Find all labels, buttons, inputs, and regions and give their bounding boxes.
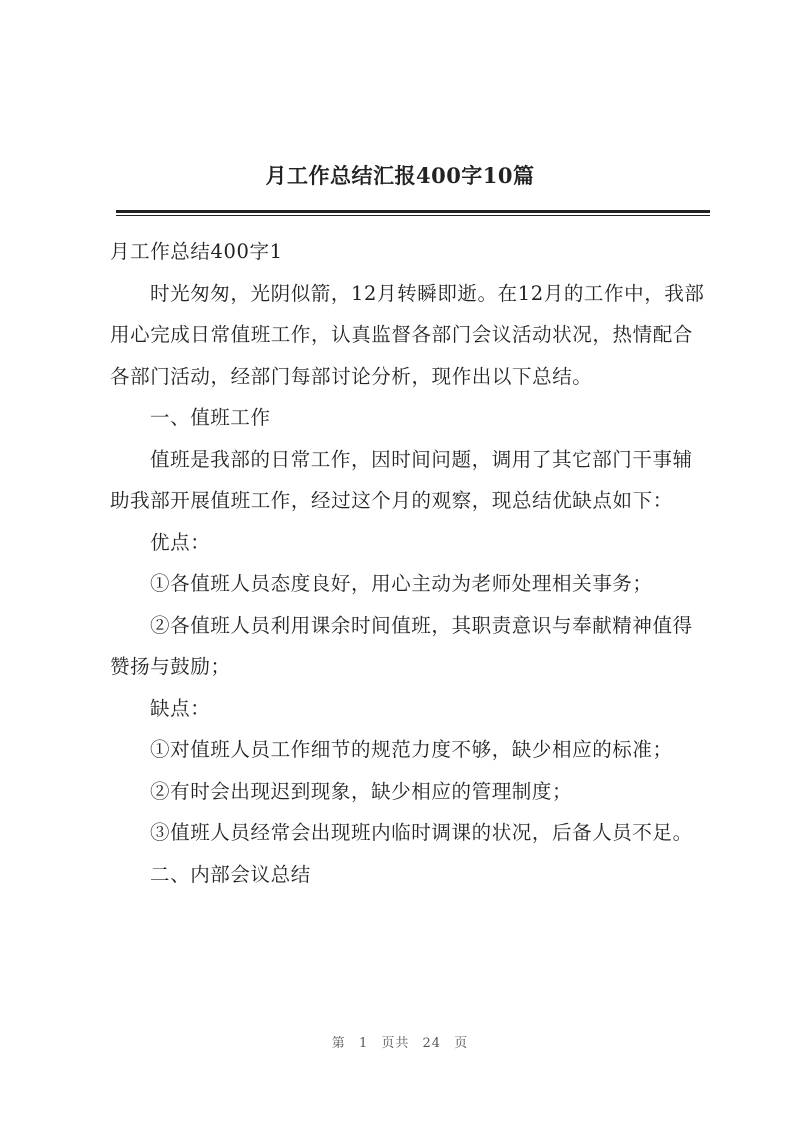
list-item-advantage-1: ①各值班人员态度良好，用心主动为老师处理相关事务； xyxy=(150,572,653,595)
title-rule-thick xyxy=(116,210,710,213)
document-body xyxy=(110,231,710,895)
footer-prefix: 第 xyxy=(331,1036,346,1051)
heading-internal-meetings: 二、内部会议总结 xyxy=(150,862,311,886)
title-rule-thin xyxy=(116,215,710,216)
footer-total-pages: 24 xyxy=(422,1036,442,1051)
document-title: 月工作总结汇报400字10篇 xyxy=(265,163,535,188)
list-item-disadvantage-2: ②有时会出现迟到现象，缺少相应的管理制度； xyxy=(150,779,573,803)
list-item-advantage-2: ②各值班人员利用课余时间值班，其职责意识与奉献精神值得赞扬与鼓励； xyxy=(110,613,693,678)
footer-suffix: 页 xyxy=(454,1036,469,1051)
label-disadvantages: 缺点： xyxy=(150,696,211,720)
section-heading: 月工作总结400字1 xyxy=(110,240,283,263)
paragraph-duty-work: 值班是我部的日常工作，因时间问题，调用了其它部门干事辅助我部开展值班工作，经过这个月的观察，现总结优缺点如下： xyxy=(110,447,693,512)
heading-duty-work: 一、值班工作 xyxy=(150,406,271,429)
footer-mid: 页共 xyxy=(381,1036,410,1051)
page-footer xyxy=(0,1032,800,1051)
list-item-disadvantage-1: ①对值班人员工作细节的规范力度不够，缺少相应的标准； xyxy=(150,738,673,761)
footer-current-page: 1 xyxy=(358,1036,369,1051)
label-advantages: 优点： xyxy=(150,530,211,554)
list-item-disadvantage-3: ③值班人员经常会出现班内临时调课的状况，后备人员不足。 xyxy=(150,821,693,844)
paragraph-intro: 时光匆匆，光阴似箭，12月转瞬即逝。在12月的工作中，我部用心完成日常值班工作，认真监督各部门会议活动状况，热情配合各部门活动，经部门每部讨论分析，现作出以下总结。 xyxy=(110,281,705,388)
